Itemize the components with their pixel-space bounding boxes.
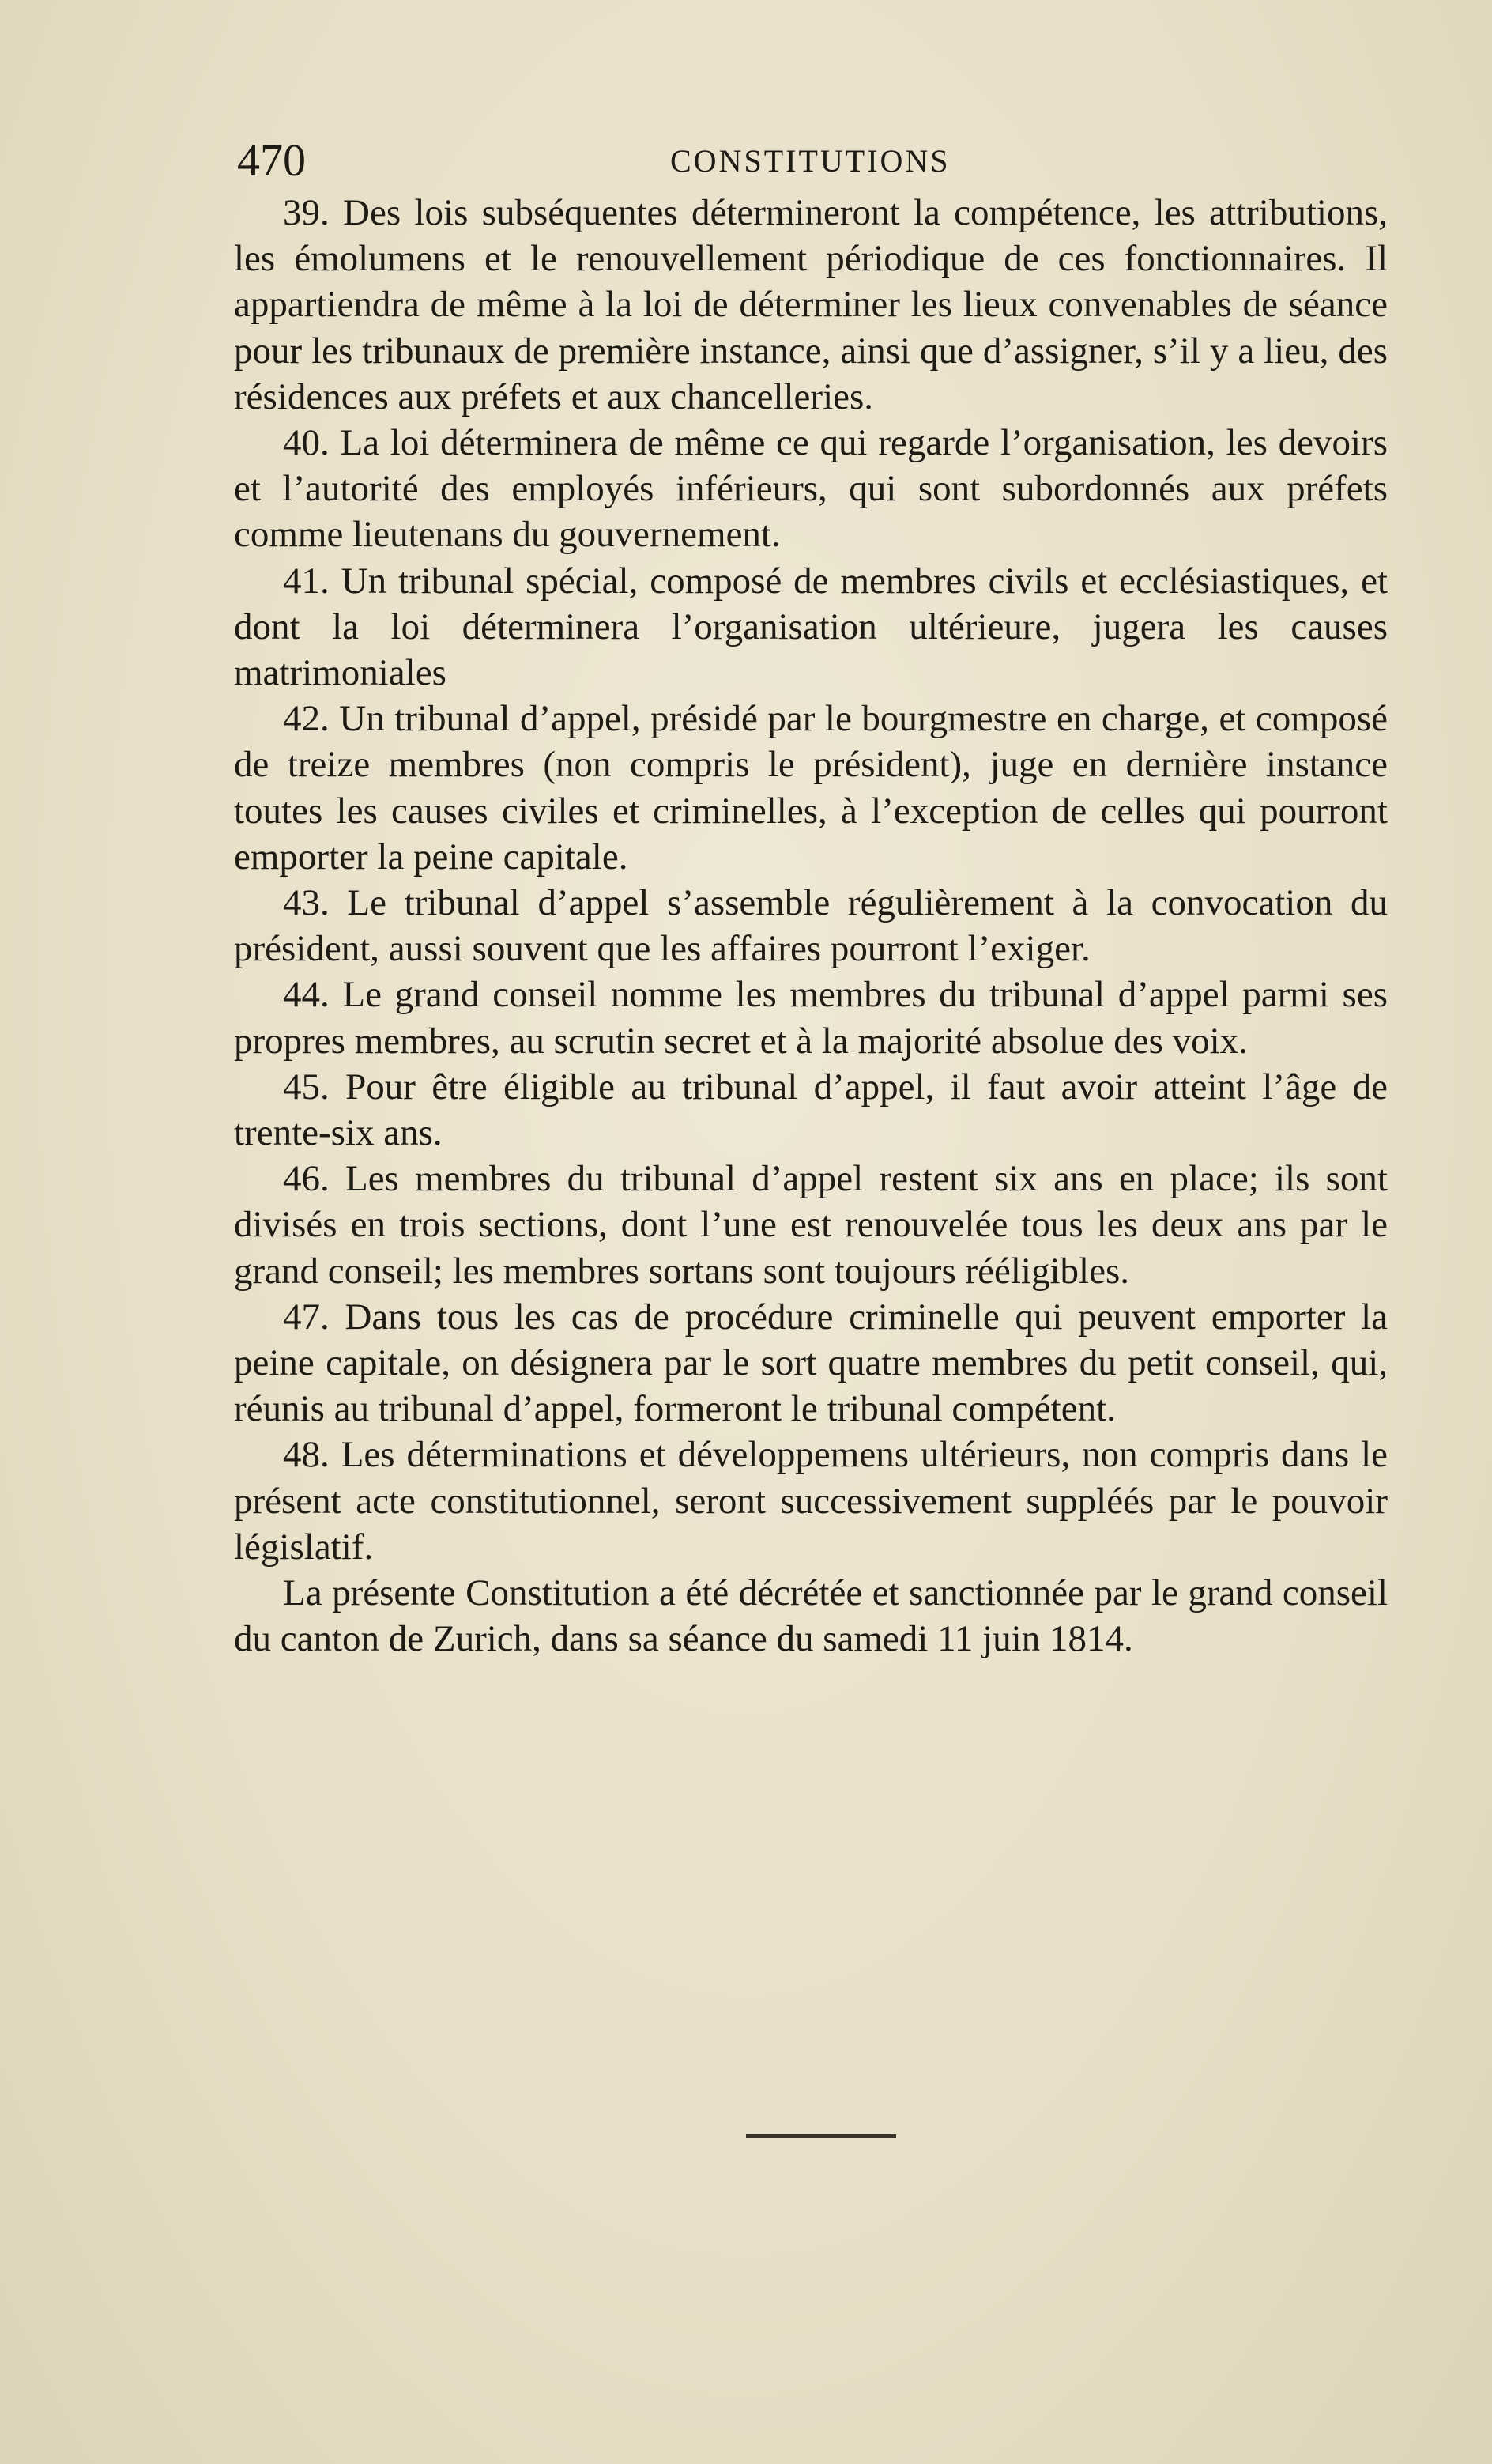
body-text xyxy=(234,190,1388,1662)
article-40: 40. La loi déterminera de même ce qui regarde l’organisation, les devoirs et l’autorité des employés inférieurs, qui sont subordonnés aux préfets comme lieutenans du gouvernement. xyxy=(234,422,1388,556)
article-42: 42. Un tribunal d’appel, présidé par le bourgmestre en charge, et composé de treize membres (non compris le président), juge en dernière instance toutes les causes civiles et criminelles, à l’exception de celles qui pourront emporter la peine capitale. xyxy=(234,698,1388,877)
article-46: 46. Les membres du tribunal d’appel restent six ans en place; ils sont divisés en trois sections, dont l’une est renouvelée tous les deux ans par le grand conseil; les membres sortans sont toujours rééligibles. xyxy=(234,1158,1388,1292)
closing-statement: La présente Constitution a été décrétée et sanctionnée par le grand conseil du canton de Zurich, dans sa séance du samedi 11 juin 1814. xyxy=(234,1572,1388,1660)
article-45: 45. Pour être éligible au tribunal d’appel, il faut avoir atteint l’âge de trente-six ans. xyxy=(234,1066,1388,1154)
running-title: CONSTITUTIONS xyxy=(670,143,951,179)
article-47: 47. Dans tous les cas de procédure criminelle qui peuvent emporter la peine capitale, on désignera par le sort quatre membres du petit conseil, qui, réunis au tribunal d’appel, formeront le tribunal compétent. xyxy=(234,1296,1388,1430)
article-43: 43. Le tribunal d’appel s’assemble régulièrement à la convocation du président, aussi souvent que les affaires pourront l’exiger. xyxy=(234,882,1388,970)
end-rule xyxy=(746,2134,896,2138)
article-44: 44. Le grand conseil nomme les membres du tribunal d’appel parmi ses propres membres, au scrutin secret et à la majorité absolue des voix. xyxy=(234,974,1388,1062)
article-48: 48. Les déterminations et développemens ultérieurs, non compris dans le présent acte constitutionnel, seront successivement suppléés par le pouvoir législatif. xyxy=(234,1434,1388,1568)
article-41: 41. Un tribunal spécial, composé de membres civils et ecclésiastiques, et dont la loi déterminera l’organisation ultérieure, jugera les causes matrimoniales xyxy=(234,560,1388,694)
page-header xyxy=(237,133,1391,188)
page-number: 470 xyxy=(237,134,306,186)
article-39: 39. Des lois subséquentes détermineront la compétence, les attributions, les émolumens et le renouvellement périodique de ces fonctionnaires. Il appartiendra de même à la loi de déterminer les lieux convenables de séance pour les tribunaux de première instance, ainsi que d’assigner, s’il y a lieu, des résidences aux préfets et aux chancelleries. xyxy=(234,192,1388,417)
